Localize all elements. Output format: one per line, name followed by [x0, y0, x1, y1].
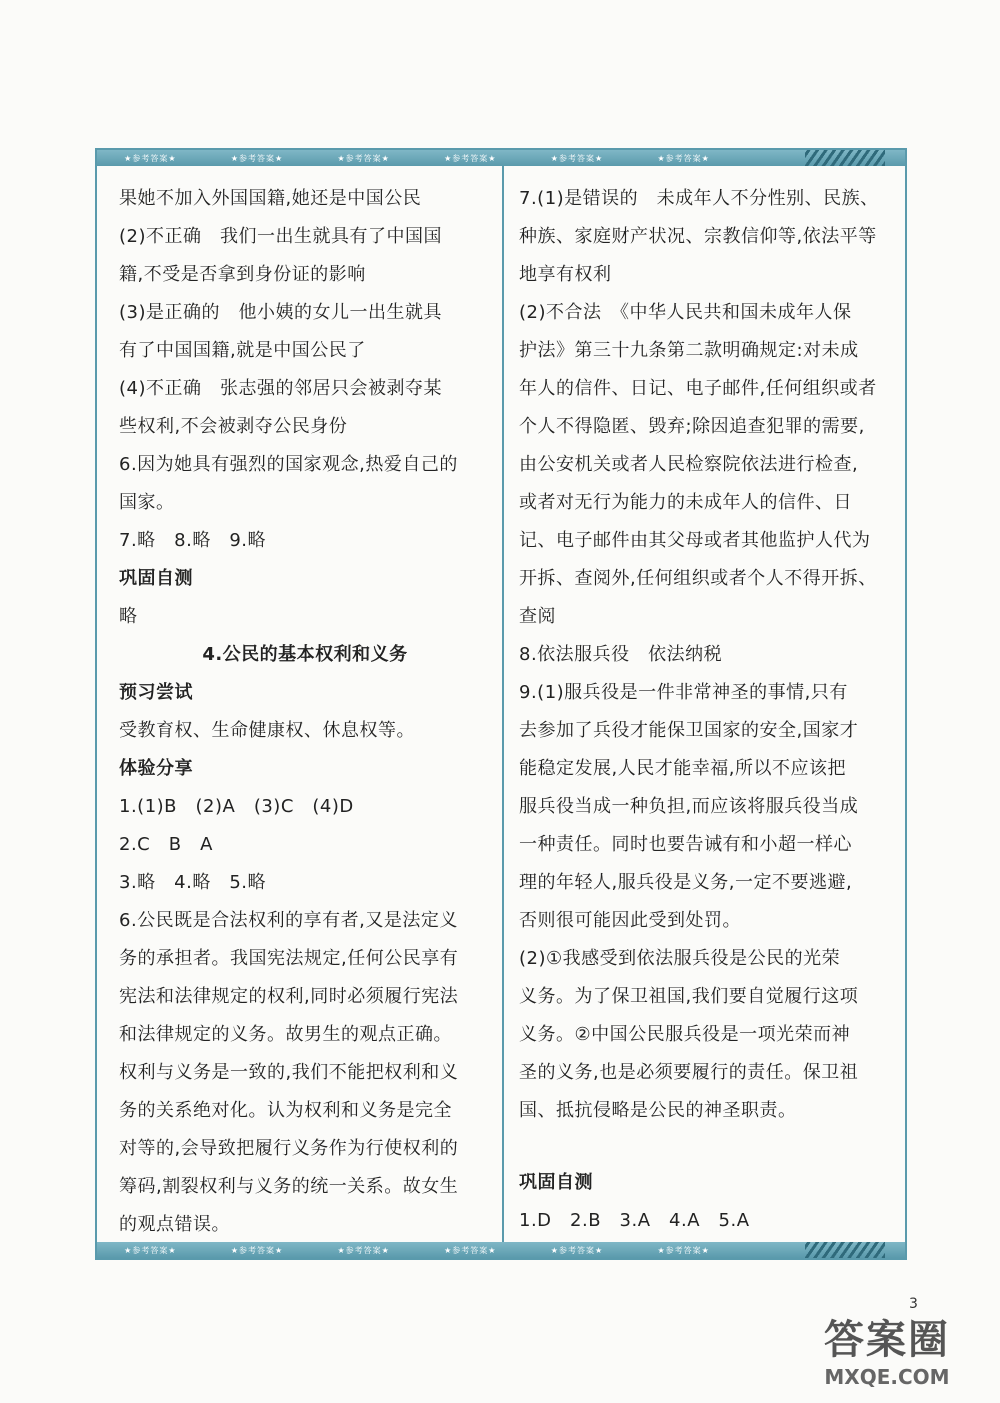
page-number: 3: [909, 1296, 918, 1312]
answer-line: 6.因为她具有强烈的国家观念,热爱自己的: [119, 454, 458, 475]
answer-line: 对等的,会导致把履行义务作为行使权利的: [119, 1138, 459, 1159]
answer-line: 去参加了兵役才能保卫国家的安全,国家才: [519, 720, 859, 741]
header-band-tag: ★参考答案★: [444, 153, 497, 163]
logo-chars: 答案圈: [824, 1317, 950, 1363]
footer-band-tag: ★参考答案★: [657, 1245, 710, 1255]
answer-line: 个人不得隐匿、毁弃;除因追查犯罪的需要,: [519, 416, 865, 437]
answer-line: 筹码,割裂权利与义务的统一关系。故女生: [119, 1176, 459, 1197]
answer-line: 受教育权、生命健康权、休息权等。: [119, 720, 415, 741]
answer-line: 果她不加入外国国籍,她还是中国公民: [119, 188, 422, 209]
footer-band-tags: [97, 1242, 737, 1258]
answer-line: (2)不合法 《中华人民共和国未成年人保: [519, 302, 852, 323]
answer-line: 宪法和法律规定的权利,同时必须履行宪法: [119, 986, 459, 1007]
answer-line: 记、电子邮件由其父母或者其他监护人代为: [519, 530, 871, 551]
column-divider: [502, 166, 504, 1242]
answer-line: 和法律规定的义务。故男生的观点正确。: [119, 1024, 452, 1045]
header-stripes: [805, 150, 885, 166]
header-band-tag: ★参考答案★: [657, 153, 710, 163]
answer-line: 务的关系绝对化。认为权利和义务是完全: [119, 1100, 452, 1121]
answer-line: 7.略 8.略 9.略: [119, 530, 267, 551]
answer-line: 一种责任。同时也要告诫有和小超一样心: [519, 834, 852, 855]
header-band: [97, 150, 905, 166]
section-heading: 巩固自测: [119, 568, 193, 589]
answer-line: 护法》第三十九条第二款明确规定:对未成: [519, 340, 859, 361]
answer-line: 1.(1)B (2)A (3)C (4)D: [119, 796, 354, 817]
answer-line: 查阅: [519, 606, 556, 627]
answer-line: 籍,不受是否拿到身份证的影响: [119, 264, 366, 285]
footer-band-tag: ★参考答案★: [550, 1245, 604, 1255]
left-column: [119, 180, 491, 1244]
section-heading: 体验分享: [119, 758, 193, 779]
answer-line: 1.D 2.B 3.A 4.A 5.A: [519, 1210, 750, 1231]
section-heading: 4.公民的基本权利和义务: [202, 644, 408, 665]
page-frame: [95, 148, 907, 1260]
answer-line: 或者对无行为能力的未成年人的信件、日: [519, 492, 852, 513]
footer-stripes: [805, 1242, 885, 1258]
answer-line: 略: [119, 606, 138, 627]
answer-line: [519, 1130, 891, 1164]
section-heading: 巩固自测: [519, 1172, 593, 1193]
answer-line: (2)①我感受到依法服兵役是公民的光荣: [519, 948, 841, 969]
footer-band-tag: ★参考答案★: [230, 1245, 284, 1255]
footer-band: [97, 1242, 905, 1258]
answer-line: 地享有权利: [519, 264, 612, 285]
answer-line: 3.略 4.略 5.略: [119, 872, 267, 893]
answer-line: (3)是正确的 他小姨的女儿一出生就具: [119, 302, 442, 323]
answer-line: 国、抵抗侵略是公民的神圣职责。: [519, 1100, 797, 1121]
footer-band-tag: ★参考答案★: [124, 1245, 177, 1255]
site-logo[interactable]: [802, 1315, 972, 1395]
answer-line: 8.依法服兵役 依法纳税: [519, 644, 723, 665]
answer-line: 理的年轻人,服兵役是义务,一定不要逃避,: [519, 872, 853, 893]
answer-line: 2.C B A: [119, 834, 213, 855]
header-band-tag: ★参考答案★: [230, 153, 284, 163]
header-band-tag: ★参考答案★: [337, 153, 390, 163]
answer-line: 有了中国国籍,就是中国公民了: [119, 340, 366, 361]
header-band-tag: ★参考答案★: [124, 153, 177, 163]
answer-line: 年人的信件、日记、电子邮件,任何组织或者: [519, 378, 877, 399]
answer-line: 务的承担者。我国宪法规定,任何公民享有: [119, 948, 459, 969]
answer-line: 国家。: [119, 492, 175, 513]
answer-line: 6.公民既是合法权利的享有者,又是法定义: [119, 910, 458, 931]
answer-line: 义务。②中国公民服兵役是一项光荣而神: [519, 1024, 851, 1045]
answer-line: 能稳定发展,人民才能幸福,所以不应该把: [519, 758, 846, 779]
section-heading: 预习尝试: [119, 682, 193, 703]
logo-domain: MXQE.COM: [824, 1365, 950, 1389]
answer-line: 些权利,不会被剥夺公民身份: [119, 416, 348, 437]
answer-line: 9.(1)服兵役是一件非常神圣的事情,只有: [519, 682, 848, 703]
header-band-tags: [97, 150, 737, 166]
answer-line: 否则很可能因此受到处罚。: [519, 910, 741, 931]
answer-line: 权利与义务是一致的,我们不能把权利和义: [119, 1062, 459, 1083]
answer-line: 开拆、查阅外,任何组织或者个人不得开拆、: [519, 568, 877, 589]
answer-line: 种族、家庭财产状况、宗教信仰等,依法平等: [519, 226, 877, 247]
footer-band-tag: ★参考答案★: [337, 1245, 390, 1255]
answer-line: 由公安机关或者人民检察院依法进行检查,: [519, 454, 859, 475]
answer-line: (4)不正确 张志强的邻居只会被剥夺某: [119, 378, 442, 399]
footer-band-tag: ★参考答案★: [444, 1245, 497, 1255]
answer-line: 义务。为了保卫祖国,我们要自觉履行这项: [519, 986, 859, 1007]
header-band-tag: ★参考答案★: [550, 153, 604, 163]
answer-line: 7.(1)是错误的 未成年人不分性别、民族、: [519, 188, 879, 209]
answer-line: (2)不正确 我们一出生就具有了中国国: [119, 226, 442, 247]
answer-line: 服兵役当成一种负担,而应该将服兵役当成: [519, 796, 859, 817]
answer-line: 圣的义务,也是必须要履行的责任。保卫祖: [519, 1062, 859, 1083]
answer-line: 的观点错误。: [119, 1214, 230, 1235]
right-column: [519, 180, 891, 1240]
